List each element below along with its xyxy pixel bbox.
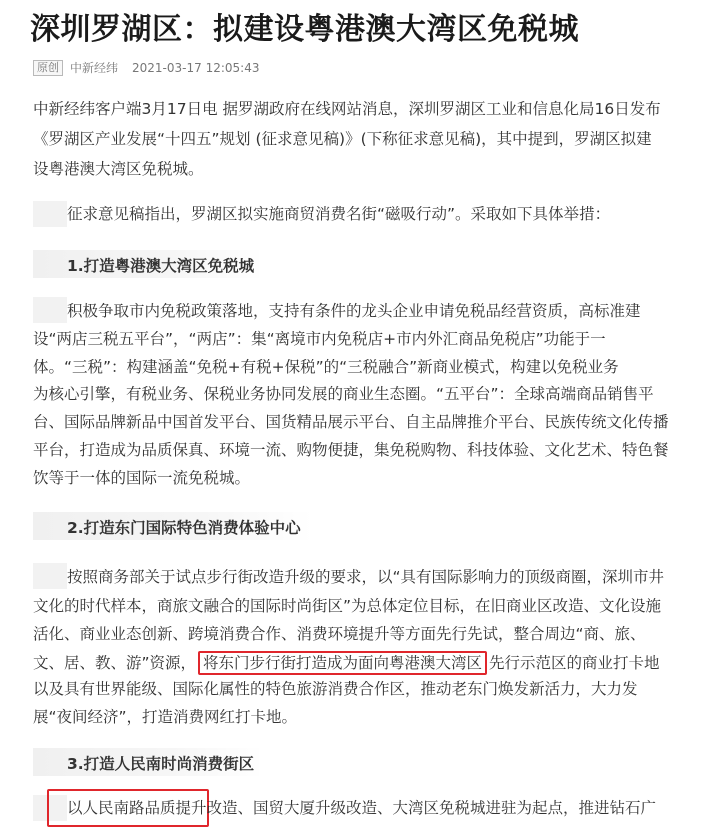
highlight-box-dongmen — [198, 651, 487, 675]
paragraph-3-line: 设“两店三税五平台”，“两店”：集“离境市内免税店+市内外汇商品免税店”功能于一 — [33, 330, 606, 348]
paragraph-indent-shade — [33, 297, 67, 323]
paragraph-3-line: 平台，打造成为品质保真、环境一流、购物便捷，集免税购物、科技体验、文化艺术、特色餐 — [33, 441, 669, 459]
paragraph-4-line: 文化的时代样本，商旅文融合的国际时尚街区”为总体定位目标，在旧商业区改造、文化设施 — [33, 597, 662, 615]
paragraph-4-text: 文、居、教、游”资源， — [33, 654, 197, 672]
section-heading-1-text: 1.打造粤港澳大湾区免税城 — [67, 257, 255, 275]
paragraph-indent-shade — [33, 201, 67, 227]
paragraph-3-line: 台、国际品牌新品中国首发平台、国货精品展示平台、自主品牌推介平台、民族传统文化传播 — [33, 413, 669, 431]
paragraph-3-line: 体。“三税”：构建涵盖“免税+有税+保税”的“三税融合”新商业模式，构建以免税业务 — [33, 358, 619, 376]
paragraph-4-line: 展“夜间经济”，打造消费网红打卡地。 — [33, 708, 298, 726]
section-heading-3 — [33, 748, 263, 776]
paragraph-4-line: 按照商务部关于试点步行街改造升级的要求，以“具有国际影响力的顶级商圈，深圳市井 — [67, 568, 665, 586]
paragraph-3-line: 积极争取市内免税政策落地，支持有条件的龙头企业申请免税品经营资质，高标准建 — [67, 302, 641, 320]
paragraph-4-line: 活化、商业业态创新、跨境消费合作、消费环境提升等方面先行先试，整合周边“商、旅、 — [33, 625, 646, 643]
paragraph-5-line — [67, 798, 656, 818]
publish-datetime: 2021-03-17 12:05:43 — [132, 60, 260, 75]
paragraph-1-line: 设粤港澳大湾区免税城。 — [33, 160, 204, 178]
paragraph-3-line: 为核心引擎，有税业务、保税业务协同发展的商业生态圈。“五平台”：全球高端商品销售平 — [33, 385, 654, 403]
original-badge: 原创 — [33, 60, 63, 76]
paragraph-3-line: 饮等于一体的国际一流免税城。 — [33, 469, 251, 487]
paragraph-4-line: 以及具有世界能级、国际化属性的特色旅游消费合作区，推动老东门焕发新活力，大力发 — [33, 680, 638, 698]
section-heading-3-text: 3.打造人民南时尚消费街区 — [67, 755, 255, 773]
section-heading-2-text: 2.打造东门国际特色消费体验中心 — [67, 519, 301, 537]
section-heading-1 — [33, 250, 263, 278]
article-meta — [33, 59, 259, 76]
paragraph-1-line: 中新经纬客户端3月17日电 据罗湖政府在线网站消息，深圳罗湖区工业和信息化局16日发布 — [33, 100, 661, 118]
section-heading-2 — [33, 512, 313, 540]
source-link[interactable]: 中新经纬 — [70, 61, 119, 75]
paragraph-4-text: 先行示范区的商业打卡地 — [489, 654, 660, 672]
paragraph-4-line — [33, 651, 660, 675]
article-title: 深圳罗湖区：拟建设粤港澳大湾区免税城 — [30, 12, 579, 47]
paragraph-2: 征求意见稿指出，罗湖区拟实施商贸消费名街“磁吸行动”。采取如下具体举措： — [67, 205, 611, 223]
highlighted-text: 以人民南路品质提升 — [67, 799, 207, 817]
highlighted-text: 将东门步行街打造成为面向粤港澳大湾区 — [203, 654, 483, 672]
paragraph-5-text: 改造、国贸大厦升级改造、大湾区免税城进驻为起点，推进钻石广 — [206, 799, 657, 817]
paragraph-indent-shade — [33, 563, 67, 589]
paragraph-1-line: 《罗湖区产业发展“十四五”规划 (征求意见稿)》(下称征求意见稿)，其中提到，罗湖区拟建 — [33, 130, 652, 148]
